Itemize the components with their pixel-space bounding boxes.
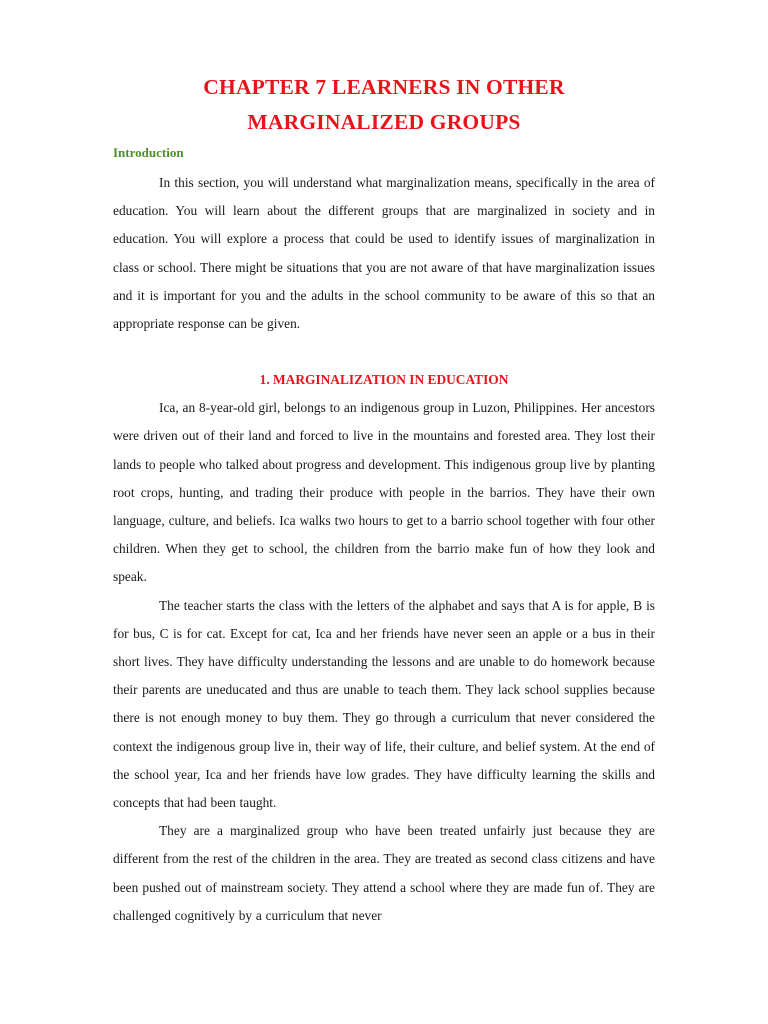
chapter-title: CHAPTER 7 LEARNERS IN OTHER MARGINALIZED GROUPS bbox=[203, 75, 565, 134]
body-paragraph-marginalized-group: They are a marginalized group who have been treated unfairly just because they are different from the rest of the children in the area. They are treated as second class citizens and have been pushed out of mainstream society. They attend a school where they are made fun of. They are challenged cognitively by a curriculum that never bbox=[113, 823, 655, 923]
introduction-heading: Introduction bbox=[113, 145, 184, 160]
intro-paragraph: In this section, you will understand what marginalization means, specifically in the area of education. You will learn about the different groups that are marginalized in society and in education. You will explore a process that could be used to identify issues of marginalization in class or school. There might be situations that you are not aware of that have marginalization issues and it is important for you and the adults in the school community to be aware of this so that an appropriate response can be given. bbox=[113, 175, 655, 332]
body-paragraph-teacher: The teacher starts the class with the letters of the alphabet and says that A is for apple, B is for bus, C is for cat. Except for cat, Ica and her friends have never seen an apple or a bus in their short lives. They have difficulty understanding the lessons and are unable to do homework because their parents are uneducated and thus are unable to teach them. They lack school supplies because there is not enough money to buy them. They go through a curriculum that never considered the context the indigenous group live in, their way of life, their culture, and belief system. At the end of the school year, Ica and her friends have low grades. They have difficulty learning the skills and concepts that had been taught. bbox=[113, 597, 655, 811]
body-paragraph-ica: Ica, an 8-year-old girl, belongs to an indigenous group in Luzon, Philippines. Her ancestors were driven out of their land and forced to live in the mountains and forested area. They lost their lands to people who talked about progress and development. This indigenous group live by planting root crops, hunting, and trading their produce with people in the barrios. They have their own language, culture, and beliefs. Ica walks two hours to get to a barrio school together with four other children. When they get to school, the children from the barrio make fun of how they look and speak. bbox=[113, 400, 655, 585]
document-page bbox=[113, 0, 655, 930]
section-heading-marginalization-in-education: 1. MARGINALIZATION IN EDUCATION bbox=[259, 372, 509, 388]
